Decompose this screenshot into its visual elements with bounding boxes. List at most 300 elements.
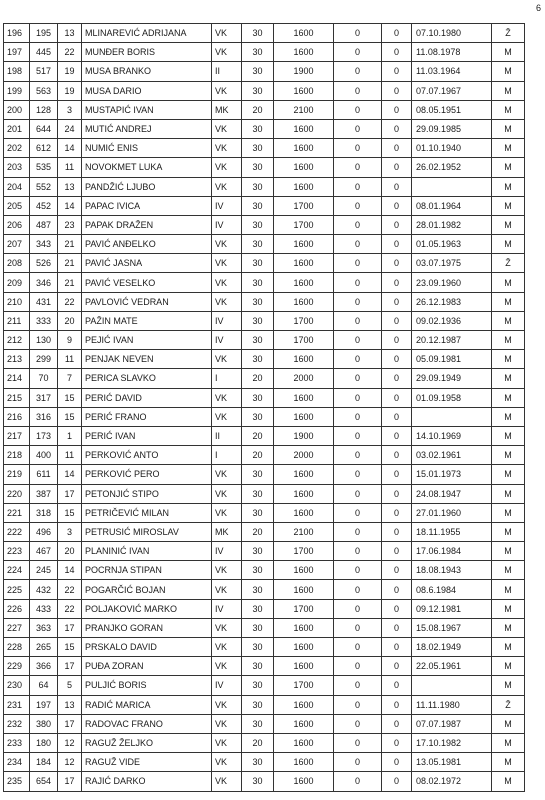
sex-cell: M	[492, 676, 525, 695]
value-b-cell: 0	[382, 43, 412, 62]
unit-code-cell: 13	[58, 695, 82, 714]
qualification-cell: VK	[212, 618, 242, 637]
qualification-cell: VK	[212, 753, 242, 772]
hours-cell: 30	[242, 158, 274, 177]
sex-cell: M	[492, 331, 525, 350]
birth-date-cell: 13.05.1981	[412, 753, 492, 772]
sex-cell: M	[492, 542, 525, 561]
employee-id-cell: 400	[30, 446, 58, 465]
qualification-cell: VK	[212, 158, 242, 177]
qualification-cell: IV	[212, 196, 242, 215]
sex-cell: M	[492, 350, 525, 369]
unit-code-cell: 11	[58, 446, 82, 465]
amount-cell: 1600	[274, 43, 334, 62]
amount-cell: 1600	[274, 388, 334, 407]
qualification-cell: IV	[212, 676, 242, 695]
employee-id-cell: 432	[30, 580, 58, 599]
employee-id-cell: 496	[30, 522, 58, 541]
hours-cell: 30	[242, 618, 274, 637]
amount-cell: 1700	[274, 196, 334, 215]
value-b-cell: 0	[382, 695, 412, 714]
value-a-cell: 0	[334, 484, 382, 503]
birth-date-cell: 08.6.1984	[412, 580, 492, 599]
table-row	[4, 618, 525, 637]
employee-id-cell: 180	[30, 733, 58, 752]
employee-id-cell: 452	[30, 196, 58, 215]
qualification-cell: MK	[212, 522, 242, 541]
row-number-cell: 228	[4, 638, 30, 657]
unit-code-cell: 3	[58, 100, 82, 119]
hours-cell: 30	[242, 235, 274, 254]
employee-id-cell: 366	[30, 657, 58, 676]
full-name-cell: POLJAKOVIĆ MARKO	[82, 599, 212, 618]
full-name-cell: PERKOVIĆ ANTO	[82, 446, 212, 465]
sex-cell: M	[492, 407, 525, 426]
hours-cell: 30	[242, 580, 274, 599]
value-a-cell: 0	[334, 407, 382, 426]
value-a-cell: 0	[334, 522, 382, 541]
hours-cell: 30	[242, 196, 274, 215]
row-number-cell: 214	[4, 369, 30, 388]
unit-code-cell: 14	[58, 196, 82, 215]
full-name-cell: PEJIĆ IVAN	[82, 331, 212, 350]
value-a-cell: 0	[334, 542, 382, 561]
hours-cell: 30	[242, 81, 274, 100]
value-b-cell: 0	[382, 177, 412, 196]
unit-code-cell: 5	[58, 676, 82, 695]
hours-cell: 30	[242, 254, 274, 273]
qualification-cell: VK	[212, 81, 242, 100]
unit-code-cell: 19	[58, 81, 82, 100]
table-row	[4, 484, 525, 503]
unit-code-cell: 22	[58, 43, 82, 62]
full-name-cell: PETONJIĆ STIPO	[82, 484, 212, 503]
amount-cell: 1600	[274, 407, 334, 426]
full-name-cell: RADIĆ MARICA	[82, 695, 212, 714]
qualification-cell: VK	[212, 484, 242, 503]
table-row	[4, 158, 525, 177]
hours-cell: 30	[242, 407, 274, 426]
hours-cell: 30	[242, 62, 274, 81]
amount-cell: 1700	[274, 215, 334, 234]
employee-id-cell: 245	[30, 561, 58, 580]
amount-cell: 1600	[274, 695, 334, 714]
value-b-cell: 0	[382, 446, 412, 465]
hours-cell: 30	[242, 350, 274, 369]
qualification-cell: VK	[212, 254, 242, 273]
value-b-cell: 0	[382, 772, 412, 791]
value-a-cell: 0	[334, 254, 382, 273]
qualification-cell: VK	[212, 177, 242, 196]
value-b-cell: 0	[382, 331, 412, 350]
sex-cell: M	[492, 388, 525, 407]
value-a-cell: 0	[334, 503, 382, 522]
qualification-cell: VK	[212, 638, 242, 657]
unit-code-cell: 22	[58, 292, 82, 311]
value-b-cell: 0	[382, 158, 412, 177]
value-a-cell: 0	[334, 638, 382, 657]
table-row	[4, 81, 525, 100]
unit-code-cell: 17	[58, 772, 82, 791]
birth-date-cell: 17.10.1982	[412, 733, 492, 752]
value-a-cell: 0	[334, 446, 382, 465]
hours-cell: 30	[242, 542, 274, 561]
value-b-cell: 0	[382, 638, 412, 657]
birth-date-cell: 07.07.1987	[412, 714, 492, 733]
page-number: 6	[536, 3, 542, 13]
employee-id-cell: 316	[30, 407, 58, 426]
employee-id-cell: 184	[30, 753, 58, 772]
row-number-cell: 207	[4, 235, 30, 254]
hours-cell: 30	[242, 388, 274, 407]
birth-date-cell: 23.09.1960	[412, 273, 492, 292]
hours-cell: 20	[242, 426, 274, 445]
unit-code-cell: 12	[58, 753, 82, 772]
sex-cell: M	[492, 62, 525, 81]
row-number-cell: 234	[4, 753, 30, 772]
table-row	[4, 350, 525, 369]
value-b-cell: 0	[382, 24, 412, 43]
employee-id-cell: 70	[30, 369, 58, 388]
sex-cell: M	[492, 215, 525, 234]
full-name-cell: PAVIĆ ANĐELKO	[82, 235, 212, 254]
unit-code-cell: 14	[58, 561, 82, 580]
full-name-cell: POGARČIĆ BOJAN	[82, 580, 212, 599]
full-name-cell: PAPAK DRAŽEN	[82, 215, 212, 234]
value-a-cell: 0	[334, 24, 382, 43]
birth-date-cell: 18.08.1943	[412, 561, 492, 580]
hours-cell: 30	[242, 676, 274, 695]
unit-code-cell: 19	[58, 62, 82, 81]
sex-cell: M	[492, 311, 525, 330]
value-b-cell: 0	[382, 676, 412, 695]
employee-id-cell: 431	[30, 292, 58, 311]
sex-cell: M	[492, 753, 525, 772]
qualification-cell: VK	[212, 465, 242, 484]
row-number-cell: 230	[4, 676, 30, 695]
qualification-cell: VK	[212, 733, 242, 752]
amount-cell: 1600	[274, 254, 334, 273]
amount-cell: 1900	[274, 426, 334, 445]
sex-cell: M	[492, 446, 525, 465]
table-row	[4, 446, 525, 465]
sex-cell: Ž	[492, 24, 525, 43]
full-name-cell: PULJIĆ BORIS	[82, 676, 212, 695]
row-number-cell: 215	[4, 388, 30, 407]
qualification-cell: II	[212, 62, 242, 81]
full-name-cell: MLINAREVIĆ ADRIJANA	[82, 24, 212, 43]
hours-cell: 30	[242, 24, 274, 43]
table-row	[4, 772, 525, 791]
full-name-cell: MUNĐER BORIS	[82, 43, 212, 62]
value-b-cell: 0	[382, 196, 412, 215]
unit-code-cell: 22	[58, 599, 82, 618]
value-a-cell: 0	[334, 215, 382, 234]
value-b-cell: 0	[382, 503, 412, 522]
row-number-cell: 201	[4, 119, 30, 138]
birth-date-cell: 08.02.1972	[412, 772, 492, 791]
amount-cell: 1600	[274, 158, 334, 177]
unit-code-cell: 13	[58, 24, 82, 43]
row-number-cell: 200	[4, 100, 30, 119]
row-number-cell: 225	[4, 580, 30, 599]
qualification-cell: VK	[212, 657, 242, 676]
full-name-cell: MUTIĆ ANDREJ	[82, 119, 212, 138]
amount-cell: 1700	[274, 599, 334, 618]
sex-cell: Ž	[492, 695, 525, 714]
row-number-cell: 221	[4, 503, 30, 522]
qualification-cell: IV	[212, 311, 242, 330]
full-name-cell: MUSA BRANKO	[82, 62, 212, 81]
full-name-cell: PAŽIN MATE	[82, 311, 212, 330]
table-row	[4, 561, 525, 580]
amount-cell: 1600	[274, 24, 334, 43]
value-b-cell: 0	[382, 580, 412, 599]
amount-cell: 2000	[274, 446, 334, 465]
birth-date-cell: 08.01.1964	[412, 196, 492, 215]
value-b-cell: 0	[382, 119, 412, 138]
amount-cell: 1600	[274, 177, 334, 196]
birth-date-cell: 01.09.1958	[412, 388, 492, 407]
row-number-cell: 233	[4, 733, 30, 752]
unit-code-cell: 11	[58, 350, 82, 369]
value-b-cell: 0	[382, 139, 412, 158]
employee-id-cell: 467	[30, 542, 58, 561]
birth-date-cell: 14.10.1969	[412, 426, 492, 445]
employee-id-cell: 644	[30, 119, 58, 138]
value-b-cell: 0	[382, 311, 412, 330]
qualification-cell: VK	[212, 503, 242, 522]
sex-cell: M	[492, 618, 525, 637]
value-b-cell: 0	[382, 599, 412, 618]
unit-code-cell: 17	[58, 618, 82, 637]
amount-cell: 1700	[274, 331, 334, 350]
table-row	[4, 465, 525, 484]
employee-id-cell: 346	[30, 273, 58, 292]
table-row	[4, 273, 525, 292]
row-number-cell: 198	[4, 62, 30, 81]
hours-cell: 20	[242, 522, 274, 541]
birth-date-cell: 18.02.1949	[412, 638, 492, 657]
value-a-cell: 0	[334, 119, 382, 138]
full-name-cell: PERIĆ IVAN	[82, 426, 212, 445]
birth-date-cell: 09.02.1936	[412, 311, 492, 330]
employee-id-cell: 64	[30, 676, 58, 695]
sex-cell: M	[492, 714, 525, 733]
sex-cell: M	[492, 561, 525, 580]
amount-cell: 1600	[274, 273, 334, 292]
row-number-cell: 224	[4, 561, 30, 580]
amount-cell: 1600	[274, 292, 334, 311]
qualification-cell: VK	[212, 350, 242, 369]
value-a-cell: 0	[334, 599, 382, 618]
employee-id-cell: 611	[30, 465, 58, 484]
unit-code-cell: 17	[58, 484, 82, 503]
unit-code-cell: 15	[58, 388, 82, 407]
value-b-cell: 0	[382, 522, 412, 541]
unit-code-cell: 20	[58, 311, 82, 330]
table-row	[4, 638, 525, 657]
birth-date-cell: 24.08.1947	[412, 484, 492, 503]
amount-cell: 2100	[274, 522, 334, 541]
value-b-cell: 0	[382, 369, 412, 388]
employee-id-cell: 535	[30, 158, 58, 177]
row-number-cell: 199	[4, 81, 30, 100]
sex-cell: M	[492, 484, 525, 503]
employee-id-cell: 318	[30, 503, 58, 522]
amount-cell: 2100	[274, 100, 334, 119]
value-a-cell: 0	[334, 273, 382, 292]
value-a-cell: 0	[334, 350, 382, 369]
birth-date-cell: 15.08.1967	[412, 618, 492, 637]
qualification-cell: VK	[212, 561, 242, 580]
full-name-cell: MUSA DARIO	[82, 81, 212, 100]
table-row	[4, 62, 525, 81]
row-number-cell: 202	[4, 139, 30, 158]
amount-cell: 1600	[274, 503, 334, 522]
row-number-cell: 196	[4, 24, 30, 43]
amount-cell: 1600	[274, 119, 334, 138]
qualification-cell: VK	[212, 119, 242, 138]
full-name-cell: PAPAC IVICA	[82, 196, 212, 215]
employee-id-cell: 387	[30, 484, 58, 503]
birth-date-cell: 03.07.1975	[412, 254, 492, 273]
unit-code-cell: 3	[58, 522, 82, 541]
unit-code-cell: 9	[58, 331, 82, 350]
table-row	[4, 177, 525, 196]
birth-date-cell: 08.05.1951	[412, 100, 492, 119]
birth-date-cell: 05.09.1981	[412, 350, 492, 369]
birth-date-cell: 01.10.1940	[412, 139, 492, 158]
employee-id-cell: 517	[30, 62, 58, 81]
employee-id-cell: 317	[30, 388, 58, 407]
row-number-cell: 220	[4, 484, 30, 503]
table-row	[4, 580, 525, 599]
value-a-cell: 0	[334, 235, 382, 254]
birth-date-cell: 03.02.1961	[412, 446, 492, 465]
value-b-cell: 0	[382, 714, 412, 733]
hours-cell: 30	[242, 43, 274, 62]
row-number-cell: 217	[4, 426, 30, 445]
employee-id-cell: 433	[30, 599, 58, 618]
hours-cell: 30	[242, 753, 274, 772]
qualification-cell: VK	[212, 273, 242, 292]
amount-cell: 1600	[274, 638, 334, 657]
sex-cell: M	[492, 81, 525, 100]
table-row	[4, 388, 525, 407]
qualification-cell: I	[212, 369, 242, 388]
qualification-cell: VK	[212, 714, 242, 733]
row-number-cell: 235	[4, 772, 30, 791]
table-row	[4, 733, 525, 752]
value-b-cell: 0	[382, 81, 412, 100]
hours-cell: 30	[242, 714, 274, 733]
table-row	[4, 139, 525, 158]
birth-date-cell: 07.07.1967	[412, 81, 492, 100]
full-name-cell: PERIĆ FRANO	[82, 407, 212, 426]
value-b-cell: 0	[382, 273, 412, 292]
value-a-cell: 0	[334, 311, 382, 330]
employee-id-cell: 552	[30, 177, 58, 196]
unit-code-cell: 1	[58, 426, 82, 445]
birth-date-cell: 18.11.1955	[412, 522, 492, 541]
sex-cell: M	[492, 43, 525, 62]
full-name-cell: PLANINIĆ IVAN	[82, 542, 212, 561]
value-a-cell: 0	[334, 676, 382, 695]
amount-cell: 1600	[274, 733, 334, 752]
amount-cell: 1700	[274, 676, 334, 695]
hours-cell: 30	[242, 561, 274, 580]
row-number-cell: 205	[4, 196, 30, 215]
employee-id-cell: 265	[30, 638, 58, 657]
table-row	[4, 599, 525, 618]
table-row	[4, 215, 525, 234]
hours-cell: 30	[242, 695, 274, 714]
row-number-cell: 232	[4, 714, 30, 733]
value-b-cell: 0	[382, 254, 412, 273]
value-a-cell: 0	[334, 177, 382, 196]
value-a-cell: 0	[334, 196, 382, 215]
birth-date-cell: 11.11.1980	[412, 695, 492, 714]
value-a-cell: 0	[334, 465, 382, 484]
table-row	[4, 43, 525, 62]
row-number-cell: 203	[4, 158, 30, 177]
full-name-cell: RAGUŽ VIDE	[82, 753, 212, 772]
sex-cell: M	[492, 465, 525, 484]
qualification-cell: I	[212, 446, 242, 465]
table-row	[4, 331, 525, 350]
row-number-cell: 197	[4, 43, 30, 62]
full-name-cell: PANDŽIĆ LJUBO	[82, 177, 212, 196]
row-number-cell: 209	[4, 273, 30, 292]
sex-cell: M	[492, 772, 525, 791]
qualification-cell: VK	[212, 43, 242, 62]
employee-id-cell: 487	[30, 215, 58, 234]
sex-cell: M	[492, 599, 525, 618]
hours-cell: 30	[242, 772, 274, 791]
hours-cell: 30	[242, 215, 274, 234]
birth-date-cell	[412, 407, 492, 426]
unit-code-cell: 17	[58, 714, 82, 733]
birth-date-cell: 11.08.1978	[412, 43, 492, 62]
hours-cell: 30	[242, 139, 274, 158]
row-number-cell: 226	[4, 599, 30, 618]
employee-id-cell: 128	[30, 100, 58, 119]
table-row	[4, 196, 525, 215]
birth-date-cell: 29.09.1949	[412, 369, 492, 388]
unit-code-cell: 21	[58, 235, 82, 254]
amount-cell: 2000	[274, 369, 334, 388]
row-number-cell: 227	[4, 618, 30, 637]
employee-id-cell: 363	[30, 618, 58, 637]
value-b-cell: 0	[382, 657, 412, 676]
table-row	[4, 503, 525, 522]
value-b-cell: 0	[382, 618, 412, 637]
full-name-cell: NUMIĆ ENIS	[82, 139, 212, 158]
unit-code-cell: 15	[58, 503, 82, 522]
sex-cell: M	[492, 100, 525, 119]
value-a-cell: 0	[334, 158, 382, 177]
birth-date-cell: 29.09.1985	[412, 119, 492, 138]
value-a-cell: 0	[334, 714, 382, 733]
table-row	[4, 254, 525, 273]
sex-cell: M	[492, 369, 525, 388]
unit-code-cell: 11	[58, 158, 82, 177]
value-a-cell: 0	[334, 695, 382, 714]
value-b-cell: 0	[382, 62, 412, 81]
full-name-cell: PERICA SLAVKO	[82, 369, 212, 388]
hours-cell: 20	[242, 100, 274, 119]
